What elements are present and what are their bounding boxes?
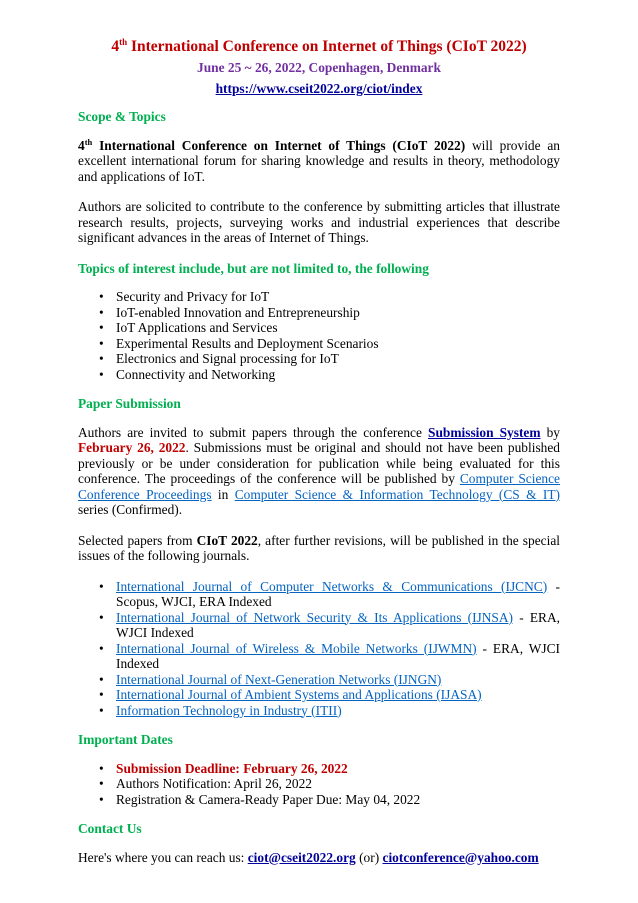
list-item (99, 760, 560, 777)
submission-deadline-item: Submission Deadline: February 26, 2022 (116, 760, 348, 776)
list-item: • Connectivity and Networking (99, 366, 276, 382)
proceedings-link[interactable]: Computer Science Conference Proceedings (78, 471, 560, 502)
bullet-icon: • (99, 702, 104, 718)
submission-system-link[interactable]: Submission System (428, 424, 541, 440)
bullet-icon: • (99, 304, 104, 320)
bullet-icon: • (99, 776, 104, 791)
bullet-icon: • (99, 671, 104, 687)
scope-paragraph-2: Authors are solicited to contribute to the conference by submitting articles that illustrate research results, projects, surveying works and industrial experiences that describe significant advances in the areas of Internet of Things. (78, 199, 560, 245)
bullet-icon: • (99, 351, 104, 366)
scope-heading: Scope & Topics (78, 109, 166, 124)
list-item: • International Journal of Computer Networks & Communications (IJCNC) - Scopus, WJCI, ERA Indexed (99, 578, 561, 609)
email-link-primary[interactable]: ciot@cseit2022.org (247, 849, 356, 865)
list-item: • Registration & Camera-Ready Paper Due: May 04, 2022 (99, 791, 421, 807)
bullet-icon: • (99, 760, 104, 776)
journal-link[interactable]: International Journal of Network Security & Its Applications (IJNSA) (116, 609, 513, 625)
contact-heading: Contact Us (78, 821, 142, 836)
journal-link[interactable]: International Journal of Computer Networks & Communications (IJCNC) (116, 578, 548, 594)
list-item: • Security and Privacy for IoT (99, 289, 270, 304)
conference-url-line (78, 81, 560, 97)
bullet-icon: • (99, 335, 104, 351)
list-item: • Experimental Results and Deployment Scenarios (99, 335, 379, 351)
submission-deadline-inline: February 26, 2022 (78, 440, 186, 455)
page-title: 4th International Conference on Internet of Things (CIoT 2022) (111, 37, 527, 55)
list-item: • International Journal of Network Security & Its Applications (IJNSA) - ERA, WJCI Indexed (99, 609, 560, 640)
list-item (99, 687, 560, 703)
conference-url-link[interactable]: https://www.cseit2022.org/ciot/index (215, 80, 423, 96)
scope-paragraph-1: 4th International Conference on Internet of Things (CIoT 2022) will provide an excellent international forum for sharing knowledge and results in theory, methodology and applications of IoT. (78, 136, 561, 184)
csit-series-link[interactable]: Computer Science & Information Technology (CS & IT) (234, 486, 560, 502)
important-dates-heading: Important Dates (78, 732, 173, 747)
list-item: • International Journal of Wireless & Mobile Networks (IJWMN) - ERA, WJCI Indexed (99, 640, 560, 671)
submission-heading: Paper Submission (78, 396, 181, 411)
bullet-icon: • (99, 791, 104, 807)
journal-link[interactable]: International Journal of Ambient Systems and Applications (IJASA) (116, 687, 482, 702)
bullet-icon: • (99, 609, 104, 625)
list-item (99, 671, 560, 688)
email-link-secondary[interactable]: ciotconference@yahoo.com (382, 849, 539, 865)
bullet-icon: • (99, 687, 104, 702)
journal-link[interactable]: International Journal of Wireless & Mobile Networks (IJWMN) (116, 640, 477, 656)
list-item: • Authors Notification: April 26, 2022 (99, 776, 313, 791)
topics-heading: Topics of interest include, but are not limited to, the following (78, 260, 429, 276)
bullet-icon: • (99, 289, 104, 304)
list-item: • IoT Applications and Services (99, 320, 278, 335)
selected-papers-paragraph: Selected papers from CIoT 2022, after further revisions, will be published in the special issues of the following journals. (78, 532, 560, 563)
bullet-icon: • (99, 320, 104, 335)
journal-link[interactable]: Information Technology in Industry (ITII) (116, 702, 342, 718)
bullet-icon: • (99, 578, 104, 594)
contact-paragraph: Here's where you can reach us: ciot@cseit2022.org (or) ciotconference@yahoo.com (78, 849, 539, 865)
conference-dates: June 25 ~ 26, 2022, Copenhagen, Denmark (197, 60, 441, 75)
list-item (99, 702, 560, 719)
journals-list (78, 579, 560, 719)
list-item: • Electronics and Signal processing for IoT (99, 351, 339, 366)
bullet-icon: • (99, 366, 104, 382)
list-item: • IoT-enabled Innovation and Entrepreneurship (99, 304, 360, 320)
topics-list (78, 289, 560, 382)
bullet-icon: • (99, 640, 104, 656)
submission-paragraph: Authors are invited to submit papers through the conference Submission System by February 26, 2022. Submissions must be original and should not have been published previously or be under consideration for publication while being evaluated for this conference. The proceedings of the conference will be published by Computer Science Conference Proceedings in Computer Science & Information Technology (CS & IT) series (Confirmed). (78, 424, 560, 517)
important-dates-list (78, 761, 560, 808)
journal-link[interactable]: International Journal of Next-Generation Networks (IJNGN) (116, 671, 442, 687)
